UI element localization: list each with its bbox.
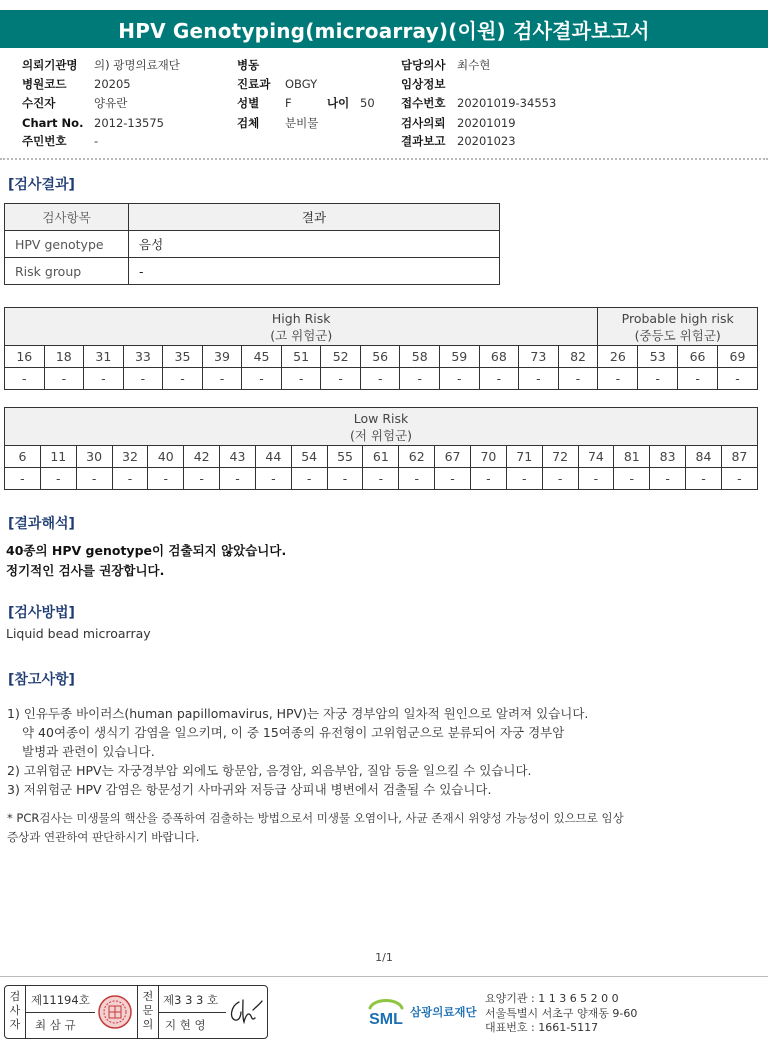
dept-value: OBGY: [285, 77, 318, 91]
genotype-value-cell: -: [148, 468, 184, 490]
high-risk-value-row: [5, 368, 758, 390]
probable-risk-group-cell: [598, 308, 758, 346]
genotype-value-cell: -: [399, 468, 435, 490]
age-value: 50: [360, 96, 375, 110]
genotype-cell: 33: [123, 346, 163, 368]
genotype-value-cell: -: [163, 368, 203, 390]
note-line: 2) 고위험군 HPV는 자궁경부암 외에도 항문암, 음경암, 외음부암, 질암 등을 일으킬 수 있습니다.: [7, 763, 532, 778]
institution-row: [22, 56, 180, 74]
logo-mark-text: SML: [369, 1011, 403, 1028]
genotype-value-cell: -: [578, 468, 614, 490]
genotype-value-cell: -: [360, 368, 400, 390]
high-risk-group-cell: [5, 308, 598, 346]
note-line: 발병과 관련이 있습니다.: [22, 744, 155, 759]
interpretation-section-heading: [결과해석]: [8, 516, 75, 532]
genotype-cell: 82: [558, 346, 598, 368]
genotype-value-cell: -: [558, 368, 598, 390]
institution-label: 의뢰기관명: [22, 58, 78, 72]
specialist-license: 제3 3 3 호: [163, 993, 219, 1007]
clinical-label: 임상정보: [401, 77, 446, 91]
page-number: 1/1: [375, 951, 393, 964]
genotype-cell: 61: [363, 446, 399, 468]
footer-divider: [0, 976, 768, 977]
specimen-value: 분비물: [285, 116, 319, 130]
genotype-cell: 58: [400, 346, 440, 368]
genotype-cell: 18: [44, 346, 84, 368]
examiner-name: 최 삼 규: [35, 1018, 76, 1032]
table-row: [5, 258, 500, 285]
result-item: Risk group: [5, 258, 129, 285]
genotype-cell: 51: [281, 346, 321, 368]
note-line: 3) 저위험군 HPV 감염은 항문성기 사마귀와 저등급 상피내 병변에서 검출될 수 있습니다.: [7, 782, 492, 797]
genotype-cell: 66: [678, 346, 718, 368]
genotype-cell: 26: [598, 346, 638, 368]
note-line: 약 40여종이 생식기 감염을 일으키며, 이 중 15여종의 유전형이 고위험군으로 분류되어 자궁 경부암: [22, 725, 565, 740]
signature-icon: [227, 996, 265, 1028]
genotype-value-cell: -: [506, 468, 542, 490]
genotype-value-cell: -: [123, 368, 163, 390]
result-section-heading: [검사결과]: [8, 177, 75, 193]
genotype-value-cell: -: [5, 368, 45, 390]
sex-row: [237, 94, 375, 112]
note-line: 1) 인유두종 바이러스(human papillomavirus, HPV)는 자궁 경부암의 일차적 원인으로 알려져 있습니다.: [7, 706, 589, 721]
care-number: 요양기관 : 1 1 3 6 5 2 0 0: [485, 992, 619, 1005]
interpretation-text: [6, 541, 286, 581]
genotype-cell: 42: [184, 446, 220, 468]
org-name: 삼광의료재단: [410, 1005, 477, 1019]
result-value: -: [129, 258, 500, 285]
genotype-cell: 32: [112, 446, 148, 468]
col-result-header: 결과: [129, 204, 500, 231]
genotype-cell: 87: [721, 446, 757, 468]
genotype-value-cell: -: [291, 468, 327, 490]
institution-value: 의) 광명의료재단: [94, 58, 180, 72]
sex-label: 성별: [237, 96, 260, 110]
genotype-value-cell: -: [638, 368, 678, 390]
sex-value: F: [285, 96, 292, 110]
genotype-cell: 53: [638, 346, 678, 368]
genotype-value-cell: -: [184, 468, 220, 490]
request-row: [401, 114, 516, 132]
genotype-value-cell: -: [321, 368, 361, 390]
genotype-value-cell: -: [542, 468, 578, 490]
doctor-label: 담당의사: [401, 58, 446, 72]
request-label: 검사의뢰: [401, 116, 446, 130]
specimen-row: [237, 114, 318, 132]
sml-logo-icon: [366, 994, 406, 1030]
genotype-value-cell: -: [440, 368, 480, 390]
doctor-row: [401, 56, 490, 74]
report-date-value: 20201023: [457, 134, 516, 148]
result-table: [4, 203, 500, 285]
genotype-cell: 35: [163, 346, 203, 368]
report-date-row: [401, 132, 516, 150]
patient-name-label: 수진자: [22, 96, 56, 110]
genotype-cell: 81: [614, 446, 650, 468]
low-risk-group-cell: [5, 408, 758, 446]
genotype-value-cell: -: [400, 368, 440, 390]
genotype-value-cell: -: [721, 468, 757, 490]
genotype-value-cell: -: [650, 468, 686, 490]
seal-stamp-icon: [97, 994, 133, 1030]
genotype-cell: 84: [686, 446, 722, 468]
genotype-cell: 56: [360, 346, 400, 368]
receipt-value: 20201019-34553: [457, 96, 557, 110]
probable-risk-sublabel: (중등도 위험군): [634, 327, 721, 343]
org-phone: 대표번호 : 1661-5117: [485, 1021, 599, 1034]
doctor-value: 최수현: [457, 58, 491, 72]
chart-label: Chart No.: [22, 116, 84, 130]
genotype-value-cell: -: [327, 468, 363, 490]
low-risk-label: Low Risk: [353, 410, 409, 426]
chart-row: [22, 114, 164, 132]
genotype-cell: 55: [327, 446, 363, 468]
genotype-value-cell: -: [242, 368, 282, 390]
low-risk-type-row: [5, 446, 758, 468]
report-date-label: 결과보고: [401, 134, 446, 148]
org-info: [485, 992, 637, 1036]
result-value: 음성: [129, 231, 500, 258]
interpretation-line: 40종의 HPV genotype이 검출되지 않았습니다.: [6, 543, 287, 558]
genotype-cell: 62: [399, 446, 435, 468]
genotype-cell: 71: [506, 446, 542, 468]
probable-risk-label: Probable high risk: [621, 310, 734, 326]
specialist-label: 전 문 의: [142, 990, 154, 1031]
hospital-code-row: [22, 75, 131, 93]
low-risk-group-row: [5, 408, 758, 446]
result-table-header: [5, 204, 500, 231]
genotype-cell: 69: [718, 346, 758, 368]
low-risk-table: [4, 407, 758, 490]
genotype-cell: 16: [5, 346, 45, 368]
genotype-cell: 73: [519, 346, 559, 368]
hospital-code-label: 병원코드: [22, 77, 67, 91]
genotype-value-cell: -: [686, 468, 722, 490]
genotype-cell: 59: [440, 346, 480, 368]
method-section-heading: [검사방법]: [8, 605, 75, 621]
genotype-value-cell: -: [519, 368, 559, 390]
high-risk-type-row: [5, 346, 758, 368]
patient-name-value: 양유란: [94, 96, 128, 110]
footnote-line: * PCR검사는 미생물의 핵산을 증폭하여 검출하는 방법으로서 미생물 오염이나, 사균 존재시 위양성 가능성이 있으므로 임상: [7, 811, 624, 825]
genotype-cell: 72: [542, 446, 578, 468]
genotype-cell: 31: [84, 346, 124, 368]
hospital-code-value: 20205: [94, 77, 131, 91]
high-risk-sublabel: (고 위험군): [270, 327, 333, 343]
signature-separator: [158, 1012, 226, 1013]
specimen-label: 검체: [237, 116, 260, 130]
receipt-label: 접수번호: [401, 96, 446, 110]
signature-box: [4, 985, 268, 1039]
genotype-cell: 67: [435, 446, 471, 468]
genotype-cell: 39: [202, 346, 242, 368]
examiner-label: 검 사 자: [9, 990, 21, 1031]
low-risk-value-row: [5, 468, 758, 490]
genotype-value-cell: -: [718, 368, 758, 390]
age-label: 나이: [327, 96, 350, 110]
high-risk-table: [4, 307, 758, 390]
method-text: Liquid bead microarray: [6, 626, 151, 641]
low-risk-sublabel: (저 위험군): [349, 427, 413, 443]
footnote-line: 증상과 연관하여 판단하시기 바랍니다.: [7, 830, 200, 844]
request-value: 20201019: [457, 116, 516, 130]
genotype-value-cell: -: [598, 368, 638, 390]
examiner-license: 제11194호: [31, 993, 90, 1007]
patient-name-row: [22, 94, 127, 112]
genotype-value-cell: -: [363, 468, 399, 490]
resident-label: 주민번호: [22, 134, 67, 148]
receipt-row: [401, 94, 556, 112]
genotype-cell: 45: [242, 346, 282, 368]
genotype-cell: 83: [650, 446, 686, 468]
sml-logo: [366, 990, 477, 1034]
genotype-cell: 44: [255, 446, 291, 468]
interpretation-line: 정기적인 검사를 권장합니다.: [6, 563, 165, 578]
ward-label: 병동: [237, 58, 260, 72]
genotype-cell: 52: [321, 346, 361, 368]
dept-label: 진료과: [237, 77, 271, 91]
ward-row: [237, 56, 285, 74]
resident-row: [22, 132, 98, 150]
genotype-value-cell: -: [479, 368, 519, 390]
genotype-value-cell: -: [255, 468, 291, 490]
high-risk-group-row: [5, 308, 758, 346]
reference-notes: [7, 704, 747, 799]
genotype-value-cell: -: [76, 468, 112, 490]
info-divider: [0, 158, 768, 160]
col-item-header: 검사항목: [5, 204, 129, 231]
genotype-cell: 68: [479, 346, 519, 368]
genotype-value-cell: -: [40, 468, 76, 490]
table-row: [5, 231, 500, 258]
org-address: 서울특별시 서초구 양재동 9-60: [485, 1006, 638, 1020]
genotype-value-cell: -: [5, 468, 41, 490]
genotype-cell: 74: [578, 446, 614, 468]
genotype-value-cell: -: [220, 468, 256, 490]
genotype-value-cell: -: [678, 368, 718, 390]
genotype-value-cell: -: [614, 468, 650, 490]
chart-value: 2012-13575: [94, 116, 164, 130]
genotype-cell: 70: [470, 446, 506, 468]
reference-section-heading: [참고사항]: [8, 672, 75, 688]
dept-row: [237, 75, 317, 93]
genotype-cell: 6: [5, 446, 41, 468]
genotype-value-cell: -: [44, 368, 84, 390]
specialist-name: 지 현 영: [165, 1018, 206, 1032]
clinical-row: [401, 75, 457, 93]
genotype-cell: 11: [40, 446, 76, 468]
signature-separator: [25, 1012, 95, 1013]
pcr-footnote: [7, 809, 747, 847]
signature-separator: [137, 986, 138, 1038]
genotype-cell: 40: [148, 446, 184, 468]
resident-value: -: [94, 134, 99, 148]
genotype-value-cell: -: [84, 368, 124, 390]
genotype-cell: 30: [76, 446, 112, 468]
report-title: HPV Genotyping(microarray)(이원) 검사결과보고서: [0, 10, 768, 48]
high-risk-label: High Risk: [271, 310, 331, 326]
genotype-value-cell: -: [112, 468, 148, 490]
genotype-value-cell: -: [202, 368, 242, 390]
genotype-cell: 43: [220, 446, 256, 468]
genotype-value-cell: -: [470, 468, 506, 490]
genotype-value-cell: -: [435, 468, 471, 490]
genotype-cell: 54: [291, 446, 327, 468]
genotype-value-cell: -: [281, 368, 321, 390]
result-item: HPV genotype: [5, 231, 129, 258]
